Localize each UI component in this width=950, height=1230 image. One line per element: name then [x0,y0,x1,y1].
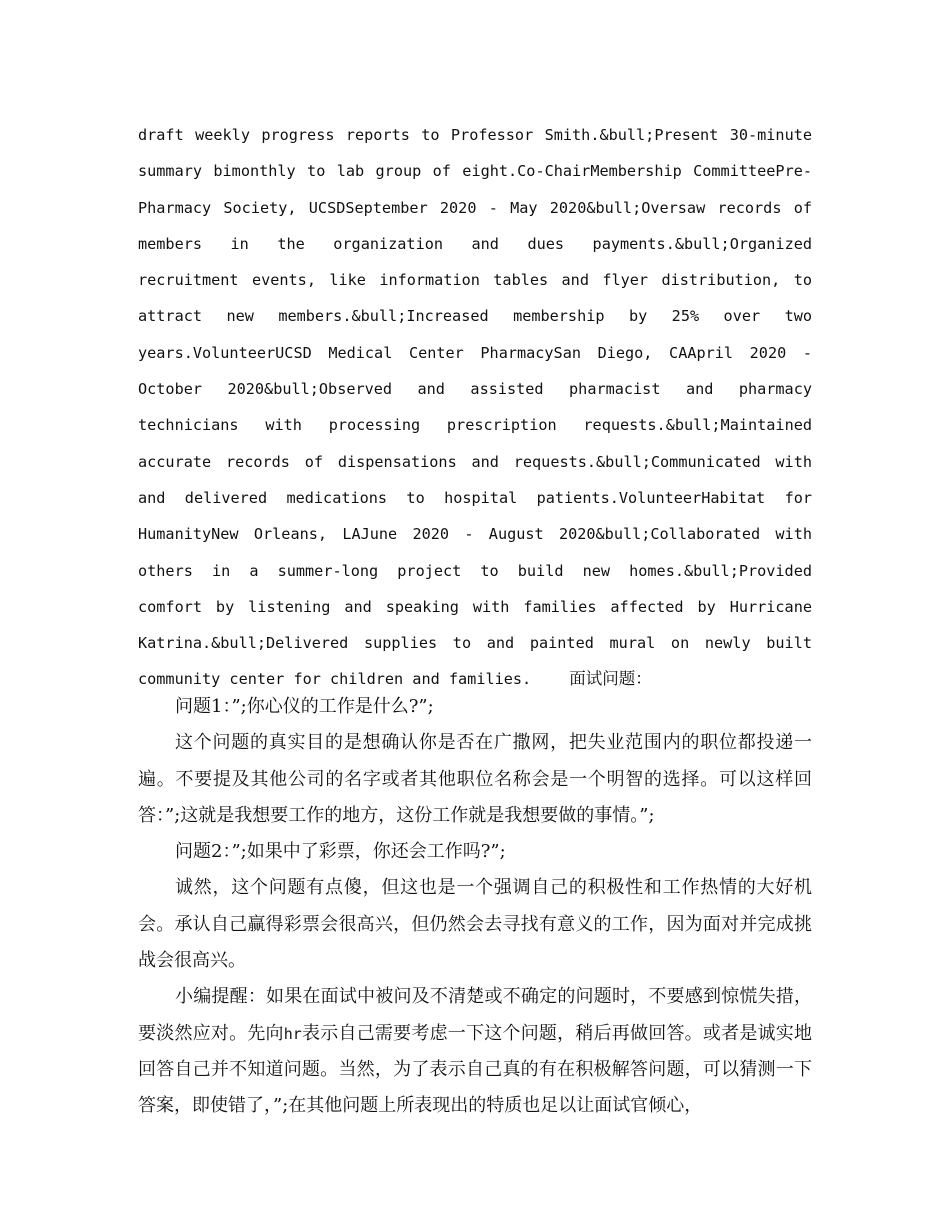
resume-line: and delivered medications to hospital patients.VolunteerHabitat for [138,488,812,507]
answer-1 [138,725,812,834]
resume-text-block [138,117,812,698]
resume-line: years.VolunteerUCSD Medical Center PharmacySan Diego, CAApril 2020 - [138,343,812,362]
resume-line: draft weekly progress reports to Professor Smith.&bull;Present 30-minute [138,126,812,144]
resume-line-text: community center for children and families. [138,670,532,689]
resume-line: members in the organization and dues payments.&bull;Organized [138,234,812,253]
editor-tip-hr: hr [283,1024,302,1043]
editor-tip-text-3: ”;在其他问题上所表现出的特质也足以让面试官倾心， [273,1095,703,1117]
editor-tip-text-2: 表示自己需要考虑一下这个问题，稍后再做回答。或者是诚实地回答自己并不知道问题。当然，为了表示自己真的有在积极解答问题，可以猜测一下答案，即使错了， [138,1022,812,1117]
resume-line: HumanityNew Orleans, LAJune 2020 - August 2020&bull;Collaborated with [138,525,812,544]
resume-line: comfort by listening and speaking with families affected by Hurricane [138,597,812,616]
resume-line: Pharmacy Society, UCSDSeptember 2020 - May 2020&bull;Oversaw records of [138,198,812,217]
answer-1-text: 这个问题的真实目的是想确认你是否在广撒网，把失业范围内的职位都投递一遍。不要提及其他公司的名字或者其他职位名称会是一个明智的选择。可以这样回答： [138,732,812,826]
answer-1-quote: ”;这就是我想要工作的地方，这份工作就是我想要做的事情。”; [165,804,655,826]
resume-line: Katrina.&bull;Delivered supplies to and painted mural on newly built [138,634,812,653]
resume-line: summary bimonthly to lab group of eight.Co-ChairMembership CommitteePre- [138,162,812,181]
resume-line: others in a summer-long project to build new homes.&bull;Provided [138,561,812,580]
editor-tip [138,979,812,1124]
editor-tip-text: 小编提醒：如果在面试中被问及不清楚或不确定的问题时，不要感到惊慌失措，要淡然应对。先向 [138,986,812,1044]
question-2: 问题2：”;如果中了彩票，你还会工作吗?”; [175,841,506,863]
interview-section [138,689,812,1125]
resume-line: October 2020&bull;Observed and assisted pharmacist and pharmacy [138,380,812,399]
question-1: 问题1：”;你心仪的工作是什么?”; [175,696,434,717]
answer-2: 诚然，这个问题有点傻，但这也是一个强调自己的积极性和工作热情的大好机会。承认自己赢得彩票会很高兴，但仍然会去寻找有意义的工作，因为面对并完成挑战会很高兴。 [138,877,812,972]
resume-line: attract new members.&bull;Increased membership by 25% over two [138,307,812,326]
resume-line: recruitment events, like information tables and flyer distribution, to [138,271,812,290]
resume-line: accurate records of dispensations and requests.&bull;Communicated with [138,452,812,471]
interview-heading: 面试问题： [569,669,652,689]
resume-line: technicians with processing prescription requests.&bull;Maintained [138,416,812,435]
